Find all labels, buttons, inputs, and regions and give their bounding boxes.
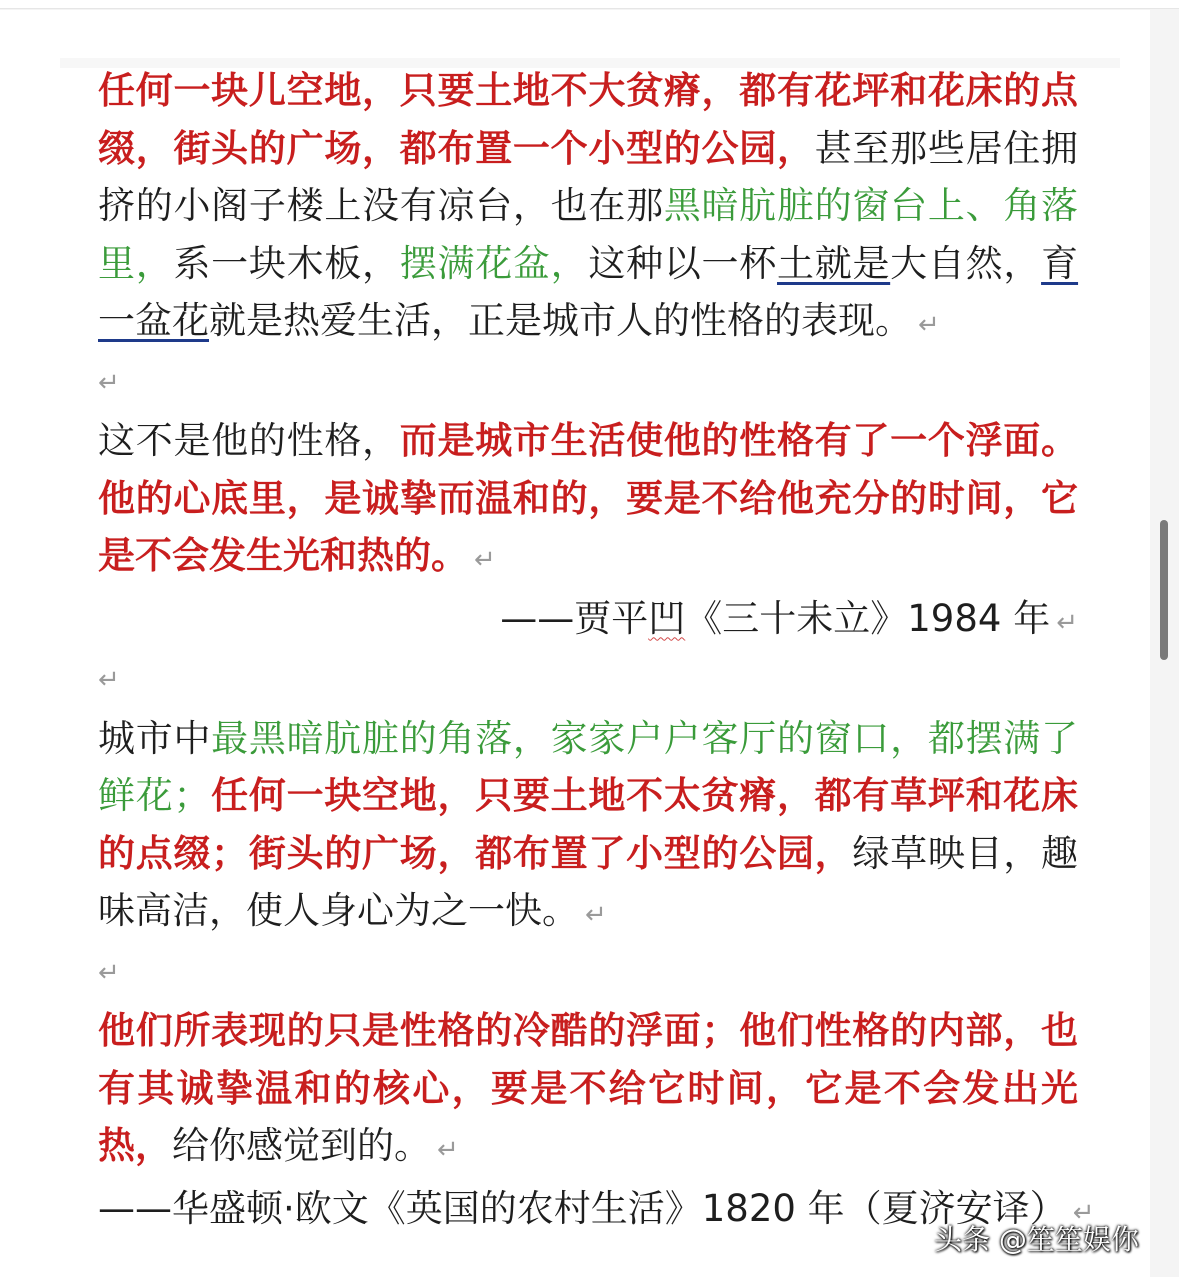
document-page <box>0 10 1150 1277</box>
attribution-jia <box>98 590 1078 653</box>
p4-text-black: 给你感觉到的。 <box>172 1124 431 1167</box>
p3-text-red: 任何一块空地，只要土地不太贫瘠，都有草坪和花床的点缀；街头的广场，都布置了小型的公园， <box>98 774 1079 875</box>
p4-text-red: 他们所表现的只是性格的冷酷的浮面；他们性格的内部，也有其诚挚温和的核心，要是不给它时间，它是不会发出光热， <box>98 1009 1078 1167</box>
paragraph-mark: ↵ <box>918 310 940 340</box>
empty-paragraph <box>98 355 1078 413</box>
paragraph-mark: ↵ <box>437 1135 459 1165</box>
top-bar <box>0 0 1179 9</box>
attribution-text: ——华盛顿·欧文《英国的农村生活》1820 年（夏济安译） <box>98 1186 1067 1230</box>
p1-text-black-4: 大自然， <box>890 241 1042 285</box>
p2-text-black: 这不是他的性格， <box>98 419 400 462</box>
empty-paragraph <box>98 652 1078 710</box>
p1-text-black: 甚至那些居住拥挤的小阁子楼上没有凉台，也在那 <box>98 126 1079 227</box>
p1-text-black-2: 系一块木板， <box>173 241 400 285</box>
document-content <box>98 62 1095 1242</box>
paragraph-3 <box>98 710 1078 945</box>
paragraph-mark: ↵ <box>1056 607 1078 638</box>
p3-text-black-2: 绿草映目，趣味高洁，使人身心为之一快。 <box>98 831 1079 932</box>
p1-text-red: 任何一块儿空地，只要土地不大贫瘠，都有花坪和花床的点缀，街头的广场，都布置一个小型的公园， <box>98 69 1078 170</box>
p1-text-green: 黑暗肮脏的窗台上、角落里， <box>98 184 1079 285</box>
p3-text-green: 最黑暗肮脏的角落，家家户户客厅的窗口，都摆满了鲜花； <box>98 716 1079 817</box>
paragraph-2 <box>98 412 1078 590</box>
paragraph-mark: ↵ <box>474 545 496 575</box>
p1-text-black-5: 就是热爱生活，正是城市人的性格的表现。 <box>209 299 912 342</box>
empty-paragraph <box>98 945 1078 1003</box>
attribution-title-year: 《三十未立》1984 年 <box>685 596 1051 640</box>
scrollbar-thumb[interactable] <box>1160 520 1168 660</box>
paragraph-4 <box>98 1002 1078 1180</box>
p1-text-green-2: 摆满花盆， <box>399 241 589 285</box>
attribution-irving <box>98 1180 1095 1243</box>
p1-underlined-text-2: 育一盆花 <box>98 241 1079 342</box>
scrollbar[interactable] <box>1160 520 1170 660</box>
watermark: 头条 @笙笙娱你 <box>934 1223 1139 1256</box>
paragraph-mark: ↵ <box>1072 1197 1095 1228</box>
attribution-dash: ——贾平 <box>500 596 649 640</box>
paragraph-1 <box>98 62 1078 355</box>
paragraph-mark: ↵ <box>98 367 120 398</box>
paragraph-mark: ↵ <box>98 957 120 988</box>
paragraph-mark: ↵ <box>98 665 120 695</box>
p3-text-black: 城市中 <box>98 716 212 760</box>
p1-text-black-3: 这种以一杯 <box>588 241 777 285</box>
p1-underlined-text: 土就是 <box>777 241 891 285</box>
misspelled-word: 凹 <box>648 596 686 640</box>
paragraph-mark: ↵ <box>585 900 607 930</box>
p2-text-red: 而是城市生活使他的性格有了一个浮面。他的心底里，是诚挚而温和的，要是不给他充分的时间，它是不会发生光和热的。 <box>98 419 1079 577</box>
